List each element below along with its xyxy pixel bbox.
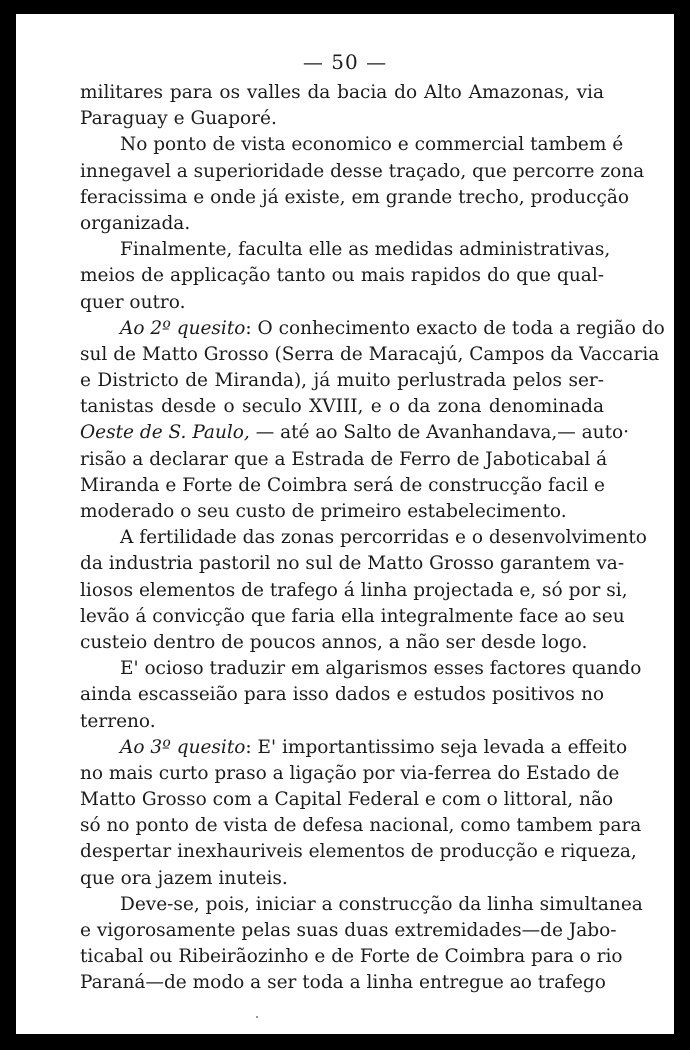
text-run: : E' importantissimo seja levada a effeito	[245, 736, 628, 758]
text-line	[80, 499, 604, 525]
text-run: Miranda e Forte de Coimbra será de construcção facil e	[80, 474, 605, 496]
text-line	[80, 918, 617, 944]
text-run: ainda escasseião para isso dados e estudos positivos no	[80, 684, 604, 706]
text-run: moderado o seu custo de primeiro estabelecimento.	[80, 501, 567, 522]
text-run: e vigorosamente pelas suas duas extremidades—de Jabo-	[80, 920, 617, 941]
text-run: sul de Matto Grosso (Serra de Maracajú, Campos da Vaccaria	[80, 343, 660, 365]
text-line	[80, 473, 604, 499]
text-line	[80, 159, 645, 185]
text-run: Deve-se, pois, iniciar a construcção da linha simultanea	[120, 893, 643, 915]
text-run: meios de applicação tanto ou mais rapidos do que qual-	[80, 265, 604, 287]
text-run: militares para os valles da bacia do Alto Amazonas, via	[80, 82, 604, 103]
text-line	[80, 709, 604, 735]
text-line	[80, 342, 660, 368]
text-line	[80, 813, 642, 839]
text-line	[80, 656, 642, 682]
text-run: terreno.	[80, 710, 156, 732]
text-run: No ponto de vista economico e commercial tambem é	[120, 134, 624, 156]
text-line	[80, 80, 604, 106]
text-run: A fertilidade das zonas percorridas e o desenvolvimento	[120, 527, 647, 549]
text-line	[80, 420, 630, 446]
text-line	[80, 630, 604, 656]
text-line	[80, 237, 611, 263]
text-line	[80, 839, 637, 865]
italic-text: Ao 2º quesito	[120, 317, 246, 339]
document-page	[16, 14, 674, 1034]
text-line	[80, 211, 604, 237]
text-run: custeio dentro de poucos annos, a não ser desde logo.	[80, 631, 588, 653]
text-run: só no ponto de vista de defesa nacional, como tambem para	[80, 815, 642, 837]
text-line	[80, 316, 665, 342]
text-line	[80, 604, 625, 630]
text-run: feracissima e onde já existe, em grande trecho, producção	[80, 186, 629, 208]
text-line	[80, 368, 604, 394]
text-line	[80, 682, 604, 708]
text-run: organizada.	[80, 212, 191, 234]
text-run: — até ao Salto de Avanhandava,— auto·	[249, 422, 630, 444]
text-run: que ora jazem inuteis.	[80, 867, 288, 889]
text-line	[80, 106, 604, 132]
text-line	[80, 447, 608, 473]
text-run: liosos elementos de trafego á linha projectada e, só por si,	[80, 579, 628, 601]
text-line	[80, 290, 604, 316]
text-line	[80, 866, 604, 892]
text-run: Paraná—de modo a ser toda a linha entregue ao trafego	[80, 972, 606, 994]
body-text	[80, 80, 665, 997]
text-run: levão á convicção que faria ella integralmente face ao seu	[80, 605, 625, 627]
text-run: e Districto de Miranda), já muito perlustrada pelos ser-	[80, 370, 604, 392]
text-line	[80, 132, 624, 158]
text-line	[80, 263, 604, 289]
text-run: Finalmente, faculta elle as medidas administrativas,	[120, 239, 611, 261]
text-run: tanistas desde o seculo XVIII, e o da zona denominada	[80, 396, 604, 418]
text-line	[80, 970, 604, 996]
text-run: no mais curto praso a ligação por via-ferrea do Estado de	[80, 762, 620, 784]
print-speck	[256, 1016, 258, 1018]
text-line	[80, 185, 629, 211]
text-line	[80, 551, 625, 577]
italic-text: Ao 3º quesito	[120, 736, 246, 758]
text-line	[80, 525, 647, 551]
text-run: da industria pastoril no sul de Matto Grosso garantem va-	[80, 553, 625, 575]
page-number: — 50 —	[302, 50, 388, 74]
text-run: despertar inexhauriveis elementos de producção e riqueza,	[80, 841, 637, 863]
text-run: risão a declarar que a Estrada de Ferro de Jaboticabal á	[80, 448, 608, 470]
text-line	[80, 787, 614, 813]
text-run: Paraguay e Guaporé.	[80, 108, 277, 130]
text-run: : O conhecimento exacto de toda a região do	[245, 317, 665, 339]
text-line	[80, 394, 604, 420]
text-line	[80, 578, 628, 604]
text-line	[80, 761, 620, 787]
text-run: Matto Grosso com a Capital Federal e com o littoral, não	[80, 789, 614, 811]
text-line	[80, 735, 628, 761]
text-run: quer outro.	[80, 291, 186, 313]
text-line	[80, 892, 643, 918]
italic-text: Oeste de S. Paulo,	[80, 422, 250, 444]
text-run: innegavel a superioridade desse traçado, que percorre zona	[80, 160, 645, 182]
text-run: ticabal ou Ribeirãozinho e de Forte de Coimbra para o rio	[80, 946, 623, 968]
text-line	[80, 944, 623, 970]
text-run: E' ocioso traduzir em algarismos esses factores quando	[120, 658, 642, 680]
